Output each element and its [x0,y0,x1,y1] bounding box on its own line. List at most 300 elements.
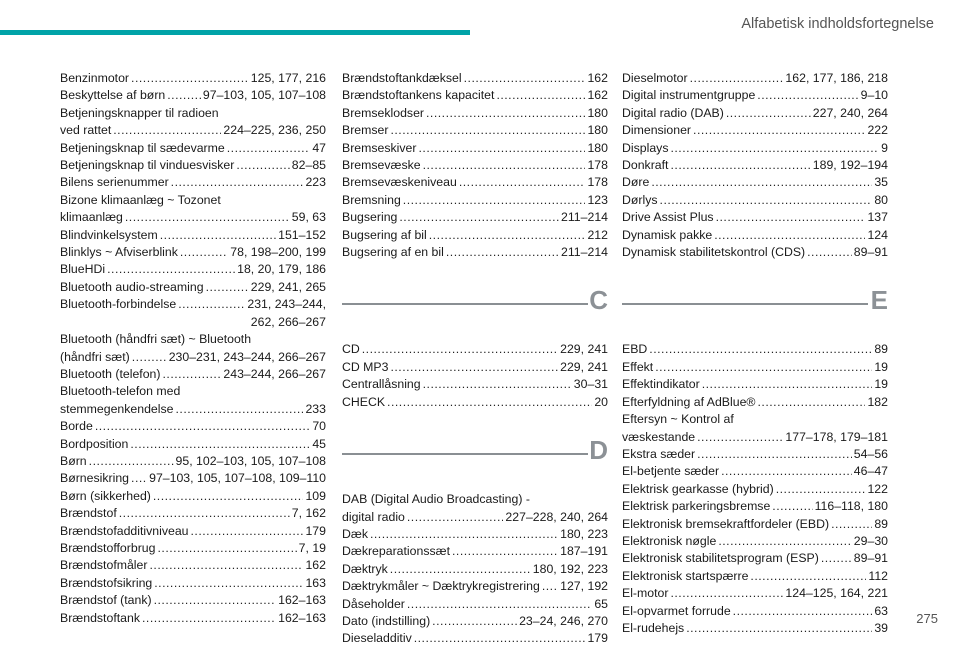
index-entry [60,331,326,366]
leader-dots [429,227,586,244]
entry-label: Bilens serienummer [60,175,169,190]
entry-pages: 7, 19 [298,540,326,555]
leader-dots [149,557,303,574]
leader-dots [702,376,873,393]
entry-pages: 23–24, 246, 270 [519,613,608,628]
entry-row [60,296,326,313]
entry-pages: 211–214 [561,210,608,225]
entry-row [342,157,608,174]
leader-dots [670,140,879,157]
index-entry [622,516,888,533]
entry-row [60,505,326,522]
index-entry [60,505,326,522]
entry-row [622,70,888,87]
entry-row [342,174,608,191]
index-entry [342,122,608,139]
entry-label: Blinklys ~ Afviserblink [60,245,178,260]
entry-label: Brændstoftankens kapacitet [342,88,495,103]
leader-dots [95,418,310,435]
entry-pages: 231, 243–244, [247,297,326,312]
entry-row [342,192,608,209]
entry-row [342,244,608,261]
leader-dots [446,244,559,261]
index-entry [622,446,888,463]
index-entry [622,341,888,358]
index-entry [622,244,888,261]
leader-dots [163,366,222,383]
entry-label: Elektronisk stabilitetsprogram (ESP) [622,551,819,566]
page-header [0,0,960,44]
leader-dots [670,157,810,174]
entry-label: Bugsering af en bil [342,245,444,260]
section-letter: D [589,435,608,466]
entry-row [342,87,608,104]
index-entry [60,244,326,261]
entry-label: Dieseladditiv [342,631,412,646]
index-entry [342,209,608,226]
entry-label: Dæktrykmåler ~ Dæktrykregistrering [342,579,540,594]
entry-row [622,174,888,191]
entry-label: Bluetooth (telefon) [60,366,161,381]
entry-pages: 229, 241 [560,342,608,357]
index-entry [60,470,326,487]
entry-pages: 211–214 [561,245,608,260]
entry-row [622,157,888,174]
leader-dots [649,341,872,358]
entry-row [342,543,608,560]
index-entry [342,491,608,526]
entry-label: Dieselmotor [622,71,688,85]
entry-pages: 97–103, 105, 107–108 [202,88,326,103]
entry-row [342,394,608,411]
leader-dots [423,376,572,393]
entry-row [60,523,326,540]
leader-dots [130,436,310,453]
entry-pages: 82–85 [291,158,326,173]
entry-label: Bremsevæske [342,158,421,173]
entry-label: Dækreparationssæt [342,544,450,559]
entry-row [622,192,888,209]
entry-pages: 224–225, 236, 250 [223,123,326,138]
index-entry [622,70,888,87]
entry-row [342,526,608,543]
entry-pages: 47 [312,140,326,155]
entry-pages: 19 [874,359,888,374]
leader-dots [464,70,586,87]
entry-row [342,578,608,595]
entry-label: (håndfri sæt) [60,349,130,364]
index-entry [342,596,608,613]
entry-pages: 95, 102–103, 105, 107–108 [175,453,326,468]
entry-row [60,470,326,487]
leader-dots [390,561,531,578]
leader-dots [387,394,592,411]
entry-row [622,446,888,463]
entry-label: Dæk [342,526,368,541]
entry-pages: 35 [874,175,888,190]
entry-pages: 125, 177, 216 [250,71,326,85]
entry-pages: 80 [874,192,888,207]
entry-pages: 112 [868,568,888,583]
section-heading [342,435,608,491]
leader-dots [362,341,558,358]
entry-label: El-motor [622,586,669,601]
index-entry [60,557,326,574]
index-entry [342,157,608,174]
entry-pages: 116–118, 180 [814,499,888,514]
index-entry [622,359,888,376]
index-entry [622,174,888,191]
entry-label: CD [342,342,360,357]
entry-row [622,376,888,393]
index-entry [622,376,888,393]
leader-dots [726,105,811,122]
leader-dots [693,122,865,139]
entry-row [60,488,326,505]
entry-pages: 177–178, 179–181 [785,429,888,444]
entry-label: Elektrisk parkeringsbremse [622,499,771,514]
entry-pages: 162 [587,88,608,103]
entry-label: Ekstra sæder [622,446,696,461]
entry-pages: 229, 241 [560,359,608,374]
leader-dots [655,359,872,376]
entry-pages: 182 [867,394,888,409]
leader-dots [733,603,873,620]
entry-pages: 151–152 [278,227,326,242]
leader-dots [750,568,866,585]
entry-pages: 162–163 [278,593,326,608]
leader-dots [716,209,866,226]
entry-label: Bordposition [60,436,129,451]
index-entry [342,174,608,191]
index-entry [60,87,326,104]
entry-label: Donkraft [622,158,669,173]
entry-label: Centrallåsning [342,377,421,392]
entry-row [342,376,608,393]
entry-label: Betjeningsknap til sædevarme [60,140,225,155]
entry-label: klimaanlæg [60,210,123,225]
entry-row [60,401,326,418]
entry-row [622,359,888,376]
leader-dots [757,87,858,104]
leader-dots [131,70,249,87]
index-entry [60,523,326,540]
leader-dots [496,87,585,104]
entry-row [622,498,888,515]
index-entry [60,540,326,557]
index-entry [622,603,888,620]
entry-row [342,140,608,157]
index-entry [60,383,326,418]
entry-pages: 178 [587,158,608,173]
page-number: 275 [916,611,938,626]
index-column-3 [622,70,888,637]
leader-dots [651,174,872,191]
index-entry [342,376,608,393]
entry-row [342,122,608,139]
entry-label: BlueHDi [60,262,106,277]
section-rule [342,303,588,305]
entry-label: Børnesikring [60,471,130,486]
index-entry [622,105,888,122]
entry-row [622,516,888,533]
leader-dots [459,174,586,191]
entry-row [622,463,888,480]
index-entry [622,140,888,157]
entry-pages: 179 [587,631,608,646]
index-entry [60,575,326,592]
entry-row [342,209,608,226]
entry-pages: 124–125, 164, 221 [785,586,888,601]
entry-label: Bremsevæskeniveau [342,175,457,190]
entry-row [342,70,608,87]
entry-label: Blindvinkelsystem [60,227,158,242]
entry-label: Efterfyldning af AdBlue® [622,394,756,409]
entry-row [342,509,608,526]
index-entry [342,394,608,411]
leader-dots [236,157,289,174]
leader-dots [414,630,586,647]
section-spacer [622,261,888,289]
entry-row [60,261,326,278]
entry-pages: 162 [305,558,326,573]
entry-pages: 229, 241, 265 [250,279,326,294]
entry-label: Brændstoftank [60,610,140,625]
index-entry [60,174,326,191]
entry-label: Dimensioner [622,123,692,138]
leader-dots [113,122,221,139]
entry-label: Digital radio (DAB) [622,105,724,120]
index-entry [60,418,326,435]
entry-label: Bluetooth audio-streaming [60,279,204,294]
section-spacer [342,411,608,439]
entry-pages: 222 [867,123,888,138]
entry-label: Elektronisk bremsekraftfordeler (EBD) [622,516,830,531]
entry-pages: 187–191 [560,544,608,559]
section-heading [342,285,608,341]
index-entry [342,359,608,376]
entry-pages: 163 [305,575,326,590]
entry-pages: 180, 192, 223 [532,561,608,576]
entry-pages: 179 [305,523,326,538]
leader-dots [718,533,851,550]
index-entry [342,227,608,244]
leader-dots [89,453,174,470]
leader-dots [407,509,504,526]
entry-label-line: Bluetooth (håndfri sæt) ~ Bluetooth [60,332,252,347]
leader-dots [807,244,852,261]
entry-label: Brændstoftankdæksel [342,71,462,85]
entry-row [622,603,888,620]
entry-row [622,429,888,446]
entry-label: CHECK [342,394,386,409]
entry-pages: 89–91 [853,551,888,566]
entry-pages: 233 [305,401,326,416]
entry-row [60,157,326,174]
entry-row [622,105,888,122]
entry-row [342,341,608,358]
entry-pages: 19 [874,377,888,392]
entry-pages: 162–163 [278,610,326,625]
header-title: Alfabetisk indholdsfortegnelse [741,16,934,32]
entry-pages: 127, 192 [560,579,608,594]
index-entry [622,411,888,446]
entry-row [342,596,608,613]
index-entry [342,526,608,543]
index-entry [342,341,608,358]
index-entry [622,498,888,515]
entry-pages: 29–30 [853,533,888,548]
entry-pages: 46–47 [853,464,888,479]
index-entry [342,192,608,209]
entry-row [60,140,326,157]
entry-label: Børn (sikkerhed) [60,488,151,503]
section-letter: C [589,285,608,316]
entry-label: Displays [622,140,669,155]
entry-pages: 89 [874,516,888,531]
entry-pages: 20 [594,394,608,409]
index-entry [622,533,888,550]
entry-label: Brændstofadditivniveau [60,523,189,538]
entry-pages: 180 [587,105,608,120]
index-entry [622,568,888,585]
header-accent-bar [0,30,470,35]
entry-label: Benzinmotor [60,71,130,85]
leader-dots [697,446,852,463]
entry-pages: 122 [867,481,888,496]
index-entry [60,453,326,470]
leader-dots [131,470,147,487]
index-entry [60,192,326,227]
entry-label: Døre [622,175,650,190]
entry-label: Dynamisk stabilitetskontrol (CDS) [622,245,806,260]
entry-label: Brændstofsikring [60,575,153,590]
index-column-2 [342,70,608,648]
leader-dots [154,592,277,609]
entry-label-line: Bizone klimaanlæg ~ Tozonet [60,192,221,207]
entry-row [622,140,888,157]
index-column-1 [60,70,326,627]
entry-row [60,575,326,592]
index-entry [342,543,608,560]
entry-row [60,592,326,609]
entry-row [60,540,326,557]
leader-dots [171,174,304,191]
index-entry [622,481,888,498]
leader-dots [772,498,812,515]
leader-dots [670,585,783,602]
entry-row [622,620,888,637]
entry-label: Drive Assist Plus [622,210,714,225]
entry-row [622,481,888,498]
index-entry [622,227,888,244]
entry-pages: 162, 177, 186, 218 [785,71,888,85]
leader-dots [407,596,592,613]
entry-row [60,418,326,435]
entry-row [342,630,608,647]
index-entry [60,157,326,174]
entry-pages: 70 [312,419,326,434]
entry-label: Bremser [342,123,389,138]
leader-dots [423,157,586,174]
entry-row [622,394,888,411]
leader-dots [757,394,865,411]
entry-pages: 180, 223 [560,526,608,541]
entry-pages: 227, 240, 264 [812,105,888,120]
entry-label: Elektrisk gearkasse (hybrid) [622,481,774,496]
entry-pages: 243–244, 266–267 [223,366,326,381]
index-entry [60,140,326,157]
entry-row [60,366,326,383]
index-entry [60,70,326,87]
entry-label: CD MP3 [342,359,389,374]
entry-row [622,585,888,602]
index-entry [60,105,326,140]
leader-dots [452,543,558,560]
index-entry [60,592,326,609]
entry-label: Bugsering af bil [342,227,427,242]
entry-row [60,174,326,191]
entry-pages: 39 [874,620,888,635]
leader-dots [542,578,558,595]
index-entry [60,610,326,627]
entry-row [60,87,326,104]
entry-pages-continued: 262, 266–267 [250,314,326,329]
index-entry [622,394,888,411]
entry-label-line: Betjeningsknapper til radioen [60,105,219,120]
leader-dots [160,227,276,244]
leader-dots [697,429,783,446]
leader-dots [206,279,249,296]
entry-row [60,436,326,453]
index-entry [342,561,608,578]
entry-row [60,349,326,366]
section-spacer [342,261,608,289]
leader-dots [390,359,558,376]
leader-dots [178,296,245,313]
entry-row [60,279,326,296]
entry-label: El-betjente sæder [622,464,720,479]
entry-row [342,561,608,578]
entry-pages: 123 [587,192,608,207]
entry-row [622,341,888,358]
entry-label: Dynamisk pakke [622,227,713,242]
entry-row [60,122,326,139]
section-letter: E [870,285,888,316]
leader-dots [227,140,311,157]
leader-dots [418,140,585,157]
entry-label: stemmegenkendelse [60,401,174,416]
entry-label: Dørlys [622,192,658,207]
entry-pages: 18, 20, 179, 186 [237,262,326,277]
entry-label: Elektronisk nøgle [622,533,717,548]
index-entry [342,105,608,122]
entry-label: Børn [60,453,87,468]
entry-pages: 137 [867,210,888,225]
entry-label: Brændstofmåler [60,558,148,573]
entry-label: Dato (indstilling) [342,613,431,628]
entry-label: Dåseholder [342,596,405,611]
entry-pages: 124 [867,227,888,242]
entry-row [622,209,888,226]
index-entry [342,140,608,157]
entry-row [60,209,326,226]
entry-pages: 227–228, 240, 264 [505,509,608,524]
index-entry [342,244,608,261]
entry-label: Bremseklodser [342,105,425,120]
leader-dots [191,523,304,540]
entry-label: Dæktryk [342,561,388,576]
